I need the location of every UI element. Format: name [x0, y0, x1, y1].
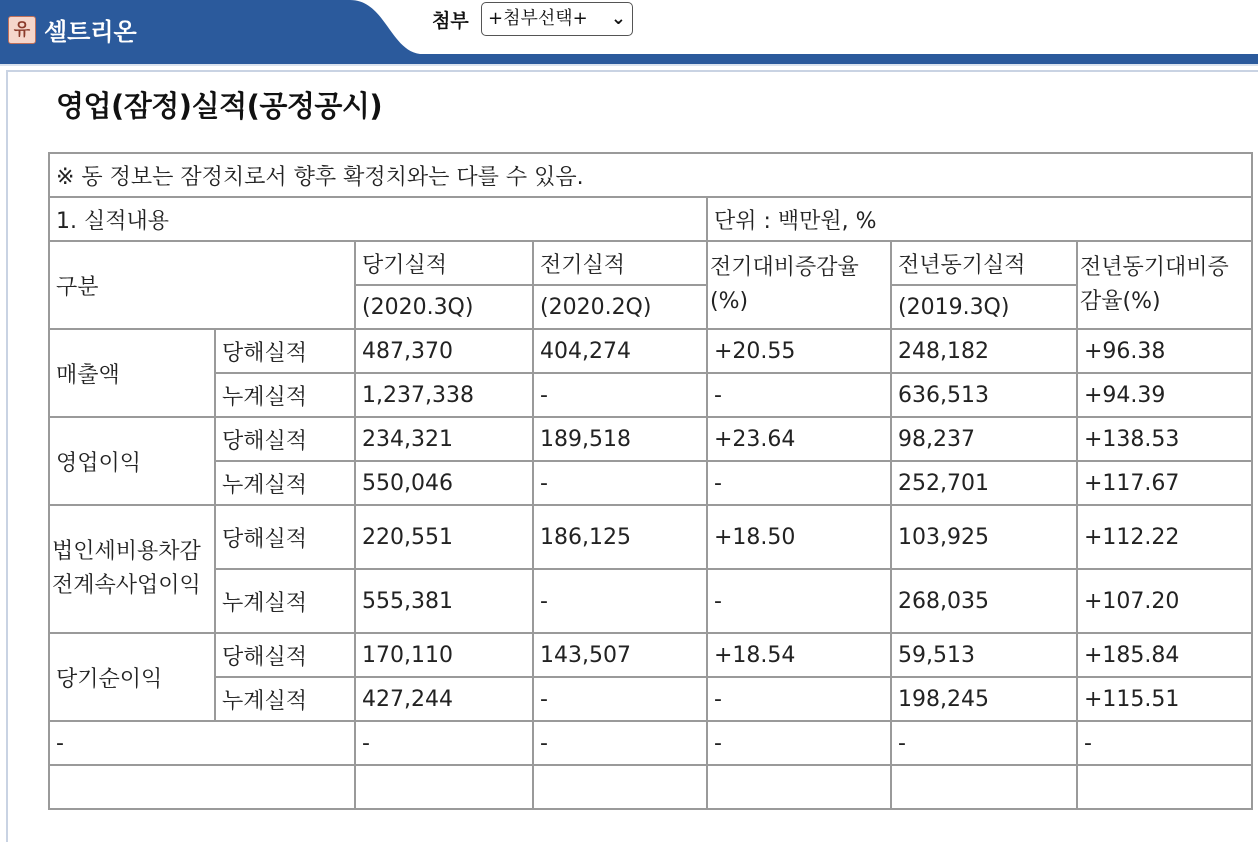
table-row — [49, 417, 1252, 461]
cell-previous: - — [533, 677, 707, 721]
cell-yoy: 252,701 — [891, 461, 1077, 505]
cell-yoy-change: +117.67 — [1077, 461, 1252, 505]
results-table — [48, 152, 1253, 810]
table-row — [49, 765, 1252, 809]
cell-current: 550,046 — [355, 461, 533, 505]
header-row-1 — [49, 241, 1252, 285]
cell-previous: 189,518 — [533, 417, 707, 461]
attach-select-value: +첨부선택+ — [488, 8, 588, 29]
row-type-label: 당해실적 — [215, 329, 355, 373]
header-category: 구분 — [49, 241, 355, 329]
table-row — [49, 329, 1252, 373]
cell-yoy: 59,513 — [891, 633, 1077, 677]
cell-current: 487,370 — [355, 329, 533, 373]
row-type-label: 누계실적 — [215, 461, 355, 505]
table-row — [49, 569, 1252, 633]
cell-qoq: +20.55 — [707, 329, 891, 373]
page-title: 영업(잠정)실적(공정공시) — [56, 89, 383, 123]
header-qoq-change-label: 전기대비증감율 — [710, 255, 859, 280]
section-title: 1. 실적내용 — [49, 197, 707, 241]
table-row — [49, 373, 1252, 417]
cell-yoy-change: +94.39 — [1077, 373, 1252, 417]
cell-qoq: +23.64 — [707, 417, 891, 461]
cell-qoq: - — [707, 721, 891, 765]
cell-qoq: - — [707, 461, 891, 505]
cell-qoq: - — [707, 677, 891, 721]
header-yoy-change: 전년동기대비증감율(%) — [1077, 241, 1252, 329]
attach-label: 첨부 — [432, 10, 469, 32]
cell-yoy-change: - — [1077, 721, 1252, 765]
table-row — [49, 505, 1252, 569]
cell-yoy-change: +112.22 — [1077, 505, 1252, 569]
header-current-period: (2020.3Q) — [355, 285, 533, 329]
chevron-down-icon: ⌄ — [610, 8, 626, 29]
header-qoq-unit: (%) — [710, 289, 749, 314]
cell-yoy: - — [891, 721, 1077, 765]
row-item: - — [49, 721, 355, 765]
row-type-label: 누계실적 — [215, 569, 355, 633]
row-item: 매출액 — [49, 329, 215, 417]
header-qoq-change — [707, 241, 891, 329]
section-row — [49, 197, 1252, 241]
cell-current: 220,551 — [355, 505, 533, 569]
notice-text: ※ 동 정보는 잠정치로서 향후 확정치와는 다를 수 있음. — [49, 153, 1252, 197]
cell-yoy-change — [1077, 765, 1252, 809]
cell-current: 555,381 — [355, 569, 533, 633]
cell-yoy: 98,237 — [891, 417, 1077, 461]
cell-previous: - — [533, 373, 707, 417]
cell-previous: 143,507 — [533, 633, 707, 677]
header-yoy-period: (2019.3Q) — [891, 285, 1077, 329]
cell-yoy: 636,513 — [891, 373, 1077, 417]
cell-current: 234,321 — [355, 417, 533, 461]
header-previous-period: (2020.2Q) — [533, 285, 707, 329]
cell-current: 170,110 — [355, 633, 533, 677]
cell-previous — [533, 765, 707, 809]
cell-qoq: +18.50 — [707, 505, 891, 569]
table-row — [49, 721, 1252, 765]
cell-previous: - — [533, 461, 707, 505]
header — [0, 0, 1258, 66]
cell-qoq: - — [707, 373, 891, 417]
row-type-label: 당해실적 — [215, 505, 355, 569]
table-row — [49, 633, 1252, 677]
cell-qoq: - — [707, 569, 891, 633]
row-type-label: 누계실적 — [215, 373, 355, 417]
table-row — [49, 461, 1252, 505]
cell-yoy: 268,035 — [891, 569, 1077, 633]
cell-yoy — [891, 765, 1077, 809]
cell-previous: - — [533, 721, 707, 765]
cell-previous: - — [533, 569, 707, 633]
cell-yoy-change: +115.51 — [1077, 677, 1252, 721]
cell-current — [355, 765, 533, 809]
cell-yoy: 248,182 — [891, 329, 1077, 373]
attach-select[interactable] — [481, 2, 633, 36]
cell-current: 1,237,338 — [355, 373, 533, 417]
header-current: 당기실적 — [355, 241, 533, 285]
company-badge-icon: 유 — [8, 16, 36, 44]
cell-yoy-change: +138.53 — [1077, 417, 1252, 461]
cell-previous: 404,274 — [533, 329, 707, 373]
cell-yoy-change: +96.38 — [1077, 329, 1252, 373]
cell-qoq — [707, 765, 891, 809]
unit-text: 단위 : 백만원, % — [707, 197, 1252, 241]
cell-yoy-change: +185.84 — [1077, 633, 1252, 677]
row-item: 당기순이익 — [49, 633, 215, 721]
header-previous: 전기실적 — [533, 241, 707, 285]
row-type-label: 당해실적 — [215, 417, 355, 461]
cell-previous: 186,125 — [533, 505, 707, 569]
table-row — [49, 677, 1252, 721]
row-item — [49, 765, 355, 809]
cell-yoy: 103,925 — [891, 505, 1077, 569]
row-type-label: 당해실적 — [215, 633, 355, 677]
row-type-label: 누계실적 — [215, 677, 355, 721]
cell-yoy-change: +107.20 — [1077, 569, 1252, 633]
row-item: 법인세비용차감전계속사업이익 — [49, 505, 215, 633]
cell-qoq: +18.54 — [707, 633, 891, 677]
cell-current: 427,244 — [355, 677, 533, 721]
notice-row — [49, 153, 1252, 197]
cell-current: - — [355, 721, 533, 765]
row-item: 영업이익 — [49, 417, 215, 505]
header-yoy: 전년동기실적 — [891, 241, 1077, 285]
cell-yoy: 198,245 — [891, 677, 1077, 721]
company-name[interactable]: 셀트리온 — [44, 18, 137, 46]
